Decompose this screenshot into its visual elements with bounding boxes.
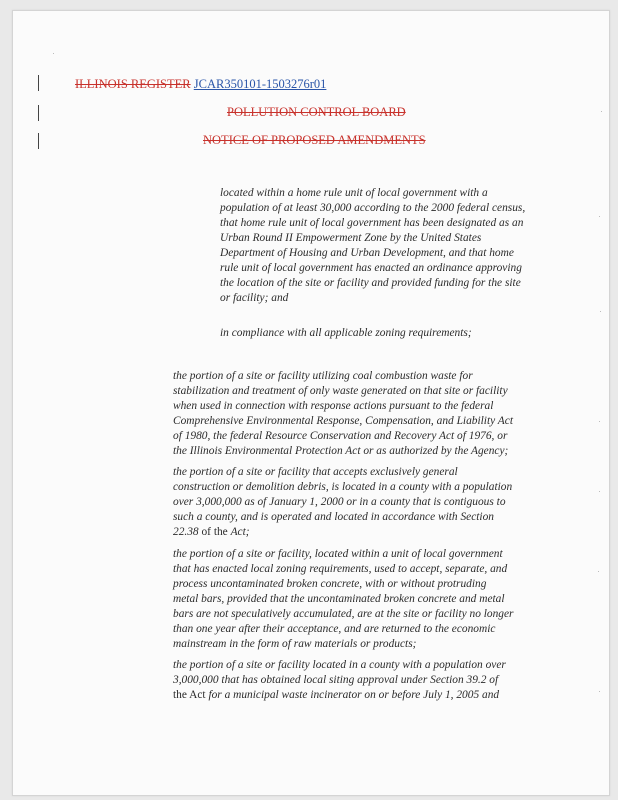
paragraph-5: the portion of a site or facility, located within a unit of local government that has enacted local zoning requirements, used to accept, separate, and process uncontaminated broken concrete, with or without protruding metal bars, provided that the uncontaminated broken concrete and metal bars are not speculatively accumulated, are at the site or facility no longer than one year after their acceptance, and are returned to the economic mainstream in the form of raw materials or products; [173,548,514,650]
paragraph-6: the portion of a site or facility located in a county with a population over 3,000,000 that has obtained local siting approval under Section 39.2 of the Act for a municipal waste incinerator on or before July 1, 2005 and [173,659,506,701]
notice-heading: NOTICE OF PROPOSED AMENDMENTS [203,133,426,147]
register-line [75,77,326,92]
scan-speck [599,421,600,422]
board-heading: POLLUTION CONTROL BOARD [227,105,406,119]
revision-bar-2 [38,105,39,121]
paragraph-2: in compliance with all applicable zoning requirements; [220,327,472,339]
document-page [12,10,610,796]
paragraph-1: located within a home rule unit of local government with a population of at least 30,000 according to the 2000 federal census, that home rule unit of local government has been designated as an Urban Round II Empowerment Zone by the United States Department of Housing and Urban Development, and that home rule unit of local government has enacted an ordinance approving the location of the site or facility and provided funding for the site or facility; and [220,187,526,304]
scan-speck [599,216,600,217]
register-struck-text: ILLINOIS REGISTER [75,77,191,91]
scan-speck [601,111,602,112]
register-inserted-text: JCAR350101-1503276r01 [193,77,327,91]
scan-speck [599,691,600,692]
revision-bar-3 [38,133,39,149]
scan-speck [53,53,54,54]
scan-speck [600,311,601,312]
scan-speck [598,571,599,572]
revision-bar-1 [38,75,39,91]
scan-speck [599,491,600,492]
paragraph-4: the portion of a site or facility that accepts exclusively general construction or demolition debris, is located in a county with a population over 3,000,000 as of January 1, 2000 or in a county that is contiguous to such a county, and is operated and located in accordance with Section 22.38 of the Act; [173,466,513,538]
paragraph-3: the portion of a site or facility utilizing coal combustion waste for stabilization and treatment of only waste generated on that site or facility when used in connection with response actions pursuant to the federal Comprehensive Environmental Response, Compensation, and Liability Act of 1980, the federal Resource Conservation and Recovery Act of 1976, or the Illinois Environmental Protection Act or as authorized by the Agency; [173,370,513,457]
